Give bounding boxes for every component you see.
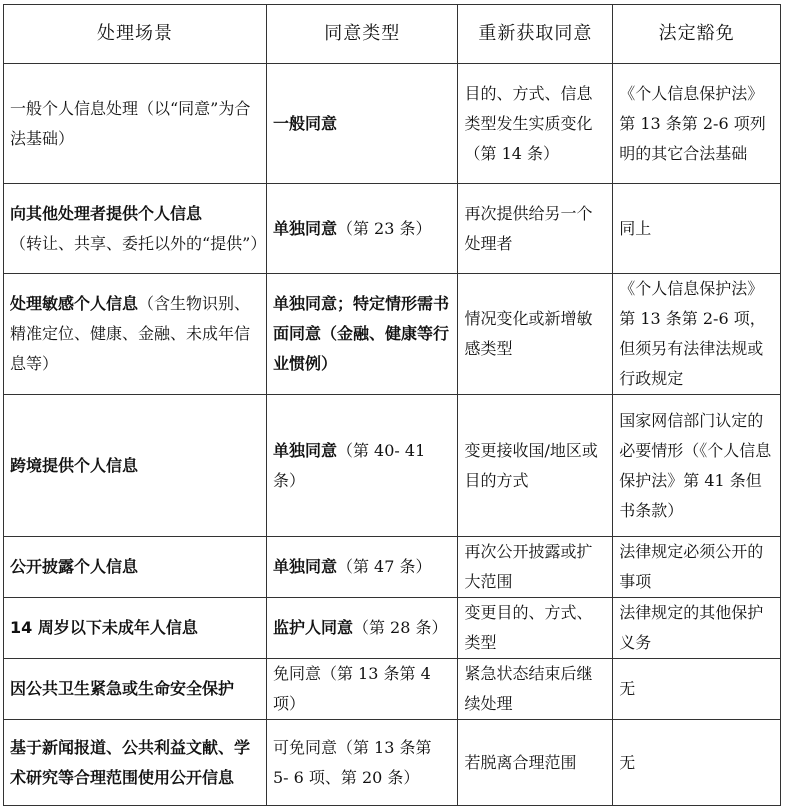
consent-cell	[266, 659, 458, 720]
table-row	[4, 64, 781, 184]
scene-main: 因公共卫生紧急或生命安全保护	[10, 679, 235, 698]
exemption-cell: 无	[613, 720, 781, 806]
header-consent-type: 同意类型	[266, 5, 458, 64]
scene-main: 公开披露个人信息	[10, 557, 139, 576]
header-exemption: 法定豁免	[613, 5, 781, 64]
exemption-cell: 同上	[613, 184, 781, 274]
consent-main: 单独同意；特定情形需书面同意（金融、健康等行业惯例）	[272, 294, 449, 373]
consent-main: 单独同意	[272, 557, 337, 576]
reacquire-cell: 再次提供给另一个处理者	[458, 184, 613, 274]
consent-cell	[266, 184, 458, 274]
consent-table	[3, 4, 781, 806]
table-row	[4, 537, 781, 598]
scene-cell	[4, 537, 267, 598]
scene-cell	[4, 395, 267, 537]
exemption-cell: 国家网信部门认定的必要情形（《个人信息保护法》第 41 条但书条款）	[613, 395, 781, 537]
consent-note: （第 47 条）	[336, 557, 432, 576]
consent-main: 监护人同意	[272, 618, 353, 637]
table-row	[4, 274, 781, 395]
consent-cell	[266, 395, 458, 537]
consent-cell	[266, 720, 458, 806]
table-row	[4, 395, 781, 537]
reacquire-cell: 再次公开披露或扩大范围	[458, 537, 613, 598]
header-reacquire: 重新获取同意	[458, 5, 613, 64]
scene-main: 跨境提供个人信息	[10, 455, 139, 475]
reacquire-cell: 变更目的、方式、类型	[458, 598, 613, 659]
scene-note: （转让、共享、委托以外的“提供”）	[10, 233, 267, 253]
consent-note: 免同意（第 13 条第 4 项）	[272, 664, 431, 713]
consent-cell	[266, 537, 458, 598]
scene-main: 处理敏感个人信息	[10, 294, 139, 313]
scene-note: （含生物识别、精准定位、健康、金融、未成年信息等）	[10, 294, 251, 373]
consent-note: 可免同意（第 13 条第 5- 6 项、第 20 条）	[272, 737, 432, 787]
scene-main: 向其他处理者提供个人信息	[10, 203, 203, 223]
consent-main: 一般同意	[272, 113, 337, 133]
consent-cell	[266, 598, 458, 659]
scene-main: 14 周岁以下未成年人信息	[10, 618, 198, 637]
reacquire-cell: 目的、方式、信息类型发生实质变化（第 14 条）	[458, 64, 613, 184]
scene-cell	[4, 720, 267, 806]
reacquire-cell: 若脱离合理范围	[458, 720, 613, 806]
consent-note: （第 28 条）	[352, 618, 448, 637]
scene-cell	[4, 184, 267, 274]
table-row	[4, 720, 781, 806]
scene-cell	[4, 598, 267, 659]
table-row	[4, 184, 781, 274]
table-row	[4, 659, 781, 720]
reacquire-cell: 情况变化或新增敏感类型	[458, 274, 613, 395]
scene-cell	[4, 64, 267, 184]
exemption-cell: 法律规定的其他保护义务	[613, 598, 781, 659]
exemption-cell: 《个人信息保护法》第 13 条第 2-6 项，但须另有法律法规或行政规定	[613, 274, 781, 395]
reacquire-cell: 变更接收国/地区或目的方式	[458, 395, 613, 537]
consent-note: （第 40- 41 条）	[272, 440, 426, 490]
consent-cell	[266, 274, 458, 395]
exemption-cell: 法律规定必须公开的事项	[613, 537, 781, 598]
header-scene: 处理场景	[4, 5, 267, 64]
scene-cell	[4, 274, 267, 395]
table-header-row	[4, 5, 781, 64]
scene-cell	[4, 659, 267, 720]
exemption-cell: 无	[613, 659, 781, 720]
table-row	[4, 598, 781, 659]
exemption-cell: 《个人信息保护法》第 13 条第 2-6 项列明的其它合法基础	[613, 64, 781, 184]
consent-main: 单独同意	[272, 440, 337, 460]
consent-main: 单独同意	[272, 218, 337, 238]
consent-note: （第 23 条）	[336, 218, 432, 238]
reacquire-cell: 紧急状态结束后继续处理	[458, 659, 613, 720]
consent-cell	[266, 64, 458, 184]
scene-note: 一般个人信息处理（以“同意”为合法基础）	[10, 98, 251, 148]
scene-main: 基于新闻报道、公共利益文献、学术研究等合理范围使用公开信息	[10, 737, 251, 787]
